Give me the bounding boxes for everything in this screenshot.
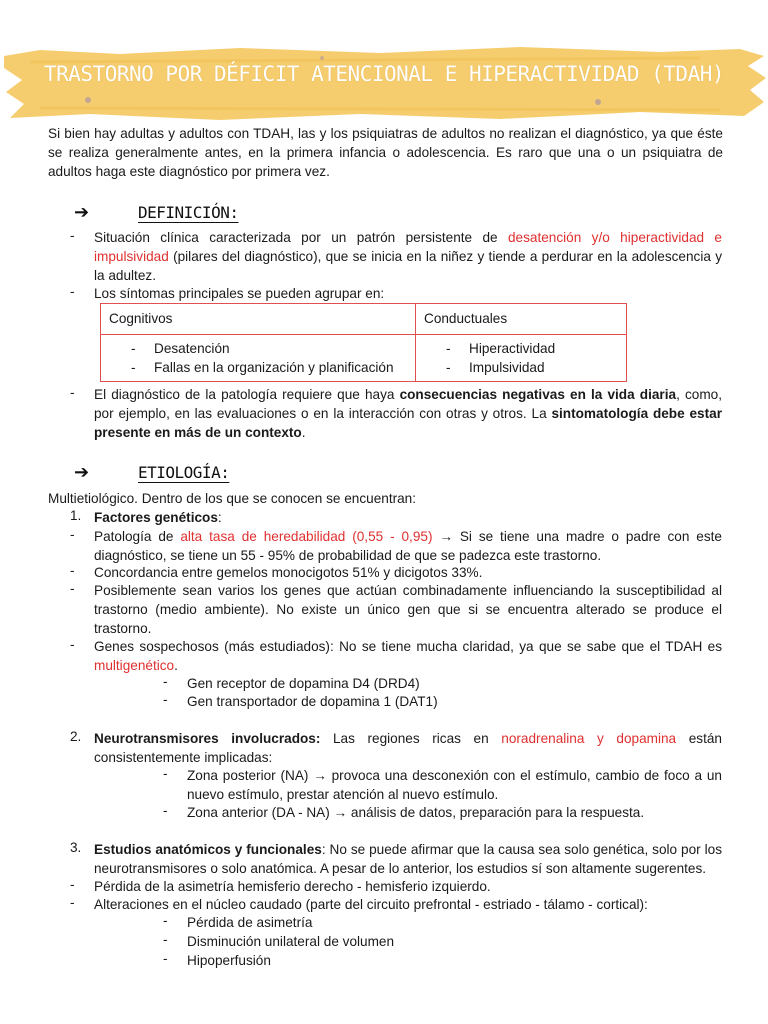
section-number: 3. (70, 840, 82, 855)
genetic-item-4 (94, 637, 722, 675)
text: : No se puede afirmar que la causa sea solo genética, solo por los neurotransmisores o solo anatómica. A pesar de lo anterior, los estudios sí son altamente sugerentes. (94, 842, 722, 876)
etiologia-heading (74, 462, 229, 483)
bullet-dash: - (163, 674, 168, 689)
anatomic-item-1: Pérdida de la asimetría hemisferio derecho - hemisferio izquierdo. (94, 879, 491, 894)
bullet-dash: - (70, 581, 75, 596)
highlight-red: noradrenalina y dopamina (501, 731, 677, 746)
bullet-dash: - (70, 284, 75, 299)
text: Las regiones ricas en (320, 731, 502, 746)
section-number: 1. (70, 508, 82, 523)
list-item: Hiperactividad (469, 341, 556, 356)
text: , como, por ejemplo, en las evaluaciones o en la interacción con otras y otros. La (94, 387, 722, 421)
bullet-dash: - (70, 385, 75, 400)
bullet-dash: - (163, 766, 168, 781)
definicion-heading-text: DEFINICIÓN: (138, 203, 239, 222)
definicion-item-1 (94, 228, 722, 285)
arrow-icon: ➔ (74, 202, 90, 222)
gene-item: Gen receptor de dopamina D4 (DRD4) (187, 676, 420, 691)
section-neurotransmisores (94, 729, 722, 767)
alteration-item: Pérdida de asimetría (187, 915, 313, 930)
bullet-dash: - (70, 895, 75, 910)
bold-text: Estudios anatómicos y funcionales (94, 842, 322, 857)
text: . (301, 425, 306, 440)
bullet-dash: - (70, 563, 75, 578)
zone-item-posterior: Zona posterior (NA) → provoca una desconexión con el estímulo, cambio de foco a un nuevo estímulo, prestar atención al nuevo estímulo. (187, 768, 722, 802)
definicion-item-3 (94, 385, 722, 442)
bullet-dash: - (163, 951, 168, 966)
bullet-dash: - (163, 932, 168, 947)
banner-sparkle (320, 56, 324, 60)
etiologia-heading-text: ETIOLOGÍA: (138, 463, 230, 482)
table-cell-cognitivos (101, 335, 416, 382)
list-item: Desatención (154, 341, 230, 356)
list-item: Impulsividad (469, 360, 545, 375)
genetic-item-3: Posiblemente sean varios los genes que actúan combinadamente influenciando la susceptibilidad al trastorno (medio ambiente). No existe un único gen que si se encuentra alterado se produce el trastorno. (94, 583, 722, 636)
text: Patología de (94, 529, 181, 544)
alteration-item: Hipoperfusión (187, 953, 271, 968)
section-number: 2. (70, 729, 82, 744)
bullet-dash: - (70, 228, 75, 243)
text: (pilares del diagnóstico), que se inicia en la niñez y tiende a perdurar en la adolescencia y la adultez. (94, 249, 722, 283)
bullet-dash: - (131, 341, 136, 356)
gene-item: Gen transportador de dopamina 1 (DAT1) (187, 694, 438, 709)
section-estudios (94, 840, 722, 878)
table-header-conductuales: Conductuales (416, 304, 627, 335)
bold-text: Factores genéticos (94, 510, 218, 525)
highlight-red: multigenético (94, 658, 175, 673)
bold-text: sintomatología debe estar presente en más de un contexto (94, 406, 722, 440)
arrow-icon: ➔ (74, 462, 90, 482)
bullet-dash: - (446, 360, 451, 375)
bullet-dash: - (70, 637, 75, 652)
intro-paragraph: Si bien hay adultas y adultos con TDAH, las y los psiquiatras de adultos no realizan el diagnóstico, ya que éste se realiza generalmente antes, en la primera infancia o adolescencia. Es raro que una o un psiquiatra de adultos haga este diagnóstico por primera vez. (48, 126, 723, 179)
text: : (217, 510, 222, 525)
banner-sparkle (595, 99, 601, 105)
text: El diagnóstico de la patología requiere que haya (94, 387, 400, 402)
bullet-dash: - (163, 803, 168, 818)
text: . (174, 658, 178, 673)
highlight-red: alta tasa de heredabilidad (0,55 - 0,95) (180, 529, 433, 544)
list-item: Fallas en la organización y planificación (154, 360, 394, 375)
text: están consistentemente implicadas: (94, 731, 722, 765)
text: → Si se tiene una madre o padre con este diagnóstico, se tiene un 55 - 95% de probabilidad de que se padezca este trastorno. (94, 529, 722, 563)
bullet-dash: - (446, 341, 451, 356)
section-factores-geneticos (94, 508, 722, 527)
table-cell-conductuales (416, 335, 627, 382)
bold-text: Neurotransmisores involucrados: (94, 731, 321, 746)
banner-sparkle (85, 97, 91, 103)
symptoms-table (100, 303, 627, 382)
page-title: TRASTORNO POR DÉFICIT ATENCIONAL E HIPERACTIVIDAD (TDAH) (43, 62, 724, 86)
zone-item-anterior: Zona anterior (DA - NA) → análisis de datos, preparación para la respuesta. (187, 805, 645, 820)
bullet-dash: - (70, 877, 75, 892)
highlight-red: desatención y/o hiperactividad e impulsividad (94, 230, 722, 264)
table-header-cognitivos: Cognitivos (101, 304, 416, 335)
text: Genes sospechosos (más estudiados): No se tiene mucha claridad, ya que se sabe que el TDAH es (94, 639, 722, 654)
text: Situación clínica caracterizada por un patrón persistente de (94, 230, 508, 245)
anatomic-item-2: Alteraciones en el núcleo caudado (parte del circuito prefrontal - estriado - tálamo - cortical): (94, 897, 648, 912)
genetic-item-1 (94, 527, 722, 565)
bold-text: consecuencias negativas en la vida diaria (399, 387, 677, 402)
bullet-dash: - (131, 360, 136, 375)
definicion-heading (74, 202, 238, 223)
bullet-dash: - (70, 527, 75, 542)
bullet-dash: - (163, 913, 168, 928)
alteration-item: Disminución unilateral de volumen (187, 934, 395, 949)
bullet-dash: - (163, 692, 168, 707)
etiologia-intro: Multietiológico. Dentro de los que se conocen se encuentran: (48, 491, 417, 506)
genetic-item-2: Concordancia entre gemelos monocigotos 51% y dicigotos 33%. (94, 565, 483, 580)
definicion-item-2: Los síntomas principales se pueden agrupar en: (94, 286, 385, 301)
